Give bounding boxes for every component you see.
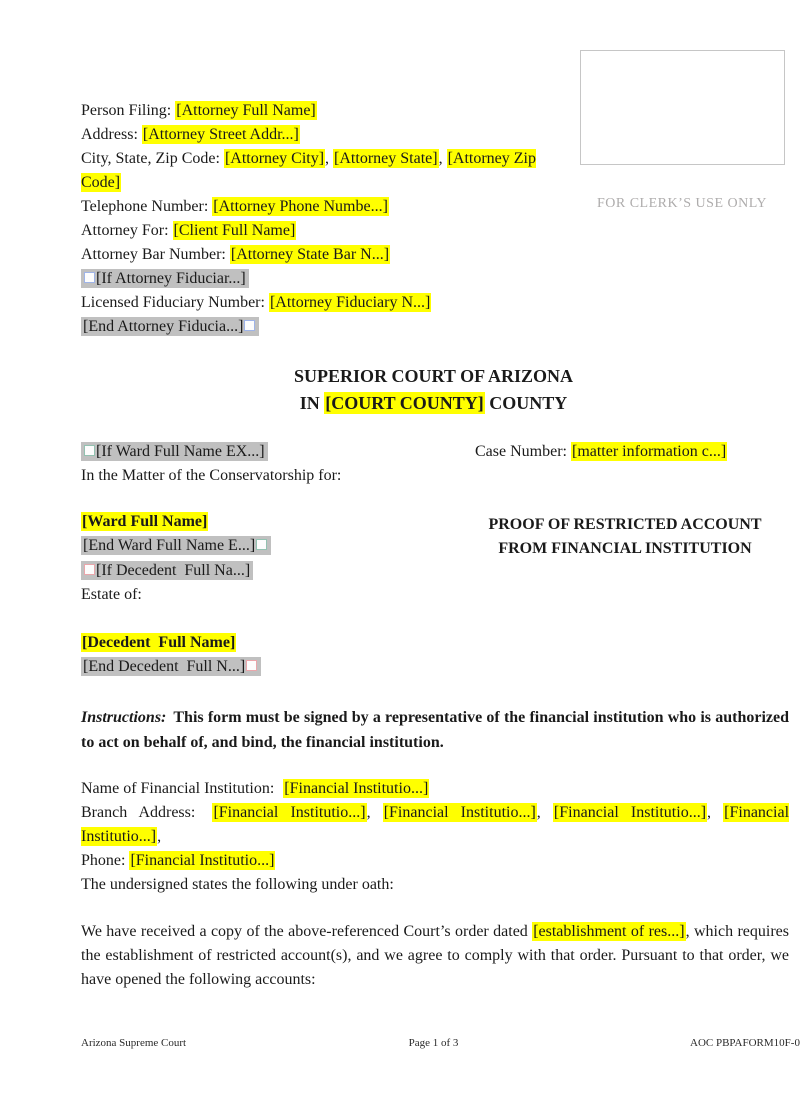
document-title-line1: PROOF OF RESTRICTED ACCOUNT xyxy=(488,516,762,533)
decedent-full-name-field[interactable]: [Decedent Full Name] xyxy=(82,634,236,651)
branch-address-field-1[interactable]: [Financial Institutio...] xyxy=(213,804,366,821)
branch-address-field-3[interactable]: [Financial Institutio...] xyxy=(553,804,707,821)
case-number-field[interactable]: [matter information c...] xyxy=(571,443,727,460)
attorney-state-field[interactable]: [Attorney State] xyxy=(334,150,438,167)
end-attorney-fiduciary-text: [End Attorney Fiducia...] xyxy=(83,318,244,335)
court-title-suffix: COUNTY xyxy=(484,393,568,413)
if-ward-line xyxy=(81,443,268,461)
institution-phone-label: Phone: xyxy=(81,852,130,869)
separator: , xyxy=(325,150,334,167)
attorney-for-label: Attorney For: xyxy=(81,222,173,239)
if-decedent-line xyxy=(81,562,253,580)
instructions-label: Instructions: xyxy=(81,709,167,726)
court-county-field[interactable]: [COURT COUNTY] xyxy=(325,393,484,413)
end-attorney-fiduciary-field[interactable] xyxy=(81,317,259,336)
court-title-block xyxy=(81,363,786,417)
clerk-use-label: FOR CLERK’S USE ONLY xyxy=(596,196,767,211)
field-marker-icon xyxy=(84,445,95,456)
document-title-line2: FROM FINANCIAL INSTITUTION xyxy=(498,540,752,557)
branch-address-label: Branch Address: xyxy=(81,804,208,821)
ward-name-line xyxy=(81,513,208,531)
attorney-for-line xyxy=(81,219,556,243)
ward-full-name-field[interactable]: [Ward Full Name] xyxy=(82,513,208,530)
attorney-city-field[interactable]: [Attorney City] xyxy=(224,150,325,167)
institution-name-label: Name of Financial Institution: xyxy=(81,780,279,797)
institution-name-field[interactable]: [Financial Institutio...] xyxy=(284,780,429,797)
bar-number-line xyxy=(81,243,556,267)
court-title-line1: SUPERIOR COURT OF ARIZONA xyxy=(294,366,573,386)
attorney-phone-field[interactable]: [Attorney Phone Numbe...] xyxy=(213,198,388,215)
branch-address-field-4[interactable]: [Financial Institutio...] xyxy=(81,804,790,845)
if-attorney-fiduciary-field[interactable] xyxy=(81,269,249,288)
footer-form-number: AOC PBPAFORM10F-0 xyxy=(690,1037,800,1049)
separator: , xyxy=(536,804,553,821)
fiduciary-number-field[interactable]: [Attorney Fiduciary N...] xyxy=(269,294,431,311)
client-full-name-field[interactable]: [Client Full Name] xyxy=(173,222,296,239)
if-ward-field[interactable] xyxy=(81,442,268,461)
court-title-prefix: IN xyxy=(299,393,325,413)
institution-name-line xyxy=(81,777,789,801)
attorney-zip-field[interactable]: [Attorney Zip Code] xyxy=(81,150,536,191)
order-date-field[interactable]: [establishment of res...] xyxy=(533,923,685,940)
telephone-label: Telephone Number: xyxy=(81,198,213,215)
if-attorney-fiduciary-line xyxy=(81,267,556,291)
estate-of-line: Estate of: xyxy=(81,586,142,603)
end-ward-field[interactable] xyxy=(81,536,271,555)
matter-line: In the Matter of the Conservatorship for: xyxy=(81,467,342,484)
institution-phone-line xyxy=(81,849,789,873)
separator: , xyxy=(707,804,724,821)
end-ward-text: [End Ward Full Name E...] xyxy=(83,537,256,554)
end-decedent-line xyxy=(81,658,261,676)
oath-line: The undersigned states the following under oath: xyxy=(81,876,394,893)
address-line xyxy=(81,123,556,147)
order-paragraph-part1: We have received a copy of the above-referenced Court’s order dated xyxy=(81,923,533,940)
field-marker-icon xyxy=(84,564,95,575)
field-marker-icon xyxy=(256,539,267,550)
footer-page-number: Page 1 of 3 xyxy=(408,1037,459,1049)
field-marker-icon xyxy=(244,320,255,331)
case-number-label: Case Number: xyxy=(475,443,571,460)
city-state-zip-label: City, State, Zip Code: xyxy=(81,150,224,167)
attorney-street-field[interactable]: [Attorney Street Addr...] xyxy=(142,126,299,143)
instructions-text: This form must be signed by a representative of the financial institution who is authorized to act on behalf of, and bind, the financial institution. xyxy=(81,709,789,751)
order-paragraph-comma: , xyxy=(685,923,690,940)
institution-phone-field[interactable]: [Financial Institutio...] xyxy=(130,852,275,869)
branch-address-field-2[interactable]: [Financial Institutio...] xyxy=(383,804,536,821)
attorney-info-block xyxy=(81,99,556,339)
address-label: Address: xyxy=(81,126,142,143)
if-attorney-fiduciary-text: [If Attorney Fiduciar...] xyxy=(96,270,246,287)
person-filing-line xyxy=(81,99,556,123)
decedent-name-line xyxy=(81,634,236,652)
order-paragraph xyxy=(81,920,789,992)
footer-left: Arizona Supreme Court xyxy=(81,1037,187,1049)
field-marker-icon xyxy=(246,660,257,671)
order-paragraph-part2: which requires the establishment of restricted account(s), and we agree to comply with that order. Pursuant to that order, we have opened the following accounts: xyxy=(81,923,789,988)
licensed-fiduciary-line xyxy=(81,291,556,315)
licensed-fiduciary-label: Licensed Fiduciary Number: xyxy=(81,294,269,311)
person-filing-label: Person Filing: xyxy=(81,102,176,119)
field-marker-icon xyxy=(84,272,95,283)
separator: , xyxy=(366,804,383,821)
financial-institution-block xyxy=(81,777,789,897)
bar-number-label: Attorney Bar Number: xyxy=(81,246,230,263)
separator: , xyxy=(157,828,162,845)
end-ward-line xyxy=(81,537,271,555)
separator: , xyxy=(438,150,447,167)
if-ward-text: [If Ward Full Name EX...] xyxy=(96,443,265,460)
clerk-stamp-box xyxy=(580,50,785,165)
if-decedent-text: [If Decedent Full Na...] xyxy=(96,562,251,579)
city-state-zip-line xyxy=(81,147,556,195)
instructions-paragraph xyxy=(81,705,789,755)
attorney-bar-field[interactable]: [Attorney State Bar N...] xyxy=(230,246,390,263)
end-attorney-fiduciary-line xyxy=(81,315,556,339)
telephone-line xyxy=(81,195,556,219)
attorney-full-name-field[interactable]: [Attorney Full Name] xyxy=(176,102,316,119)
end-decedent-text: [End Decedent Full N...] xyxy=(83,658,246,675)
document-title-block xyxy=(479,513,771,561)
branch-address-line xyxy=(81,801,789,849)
if-decedent-field[interactable] xyxy=(81,561,253,580)
end-decedent-field[interactable] xyxy=(81,657,261,676)
case-number-line xyxy=(475,443,727,461)
court-title-line2 xyxy=(81,390,786,417)
